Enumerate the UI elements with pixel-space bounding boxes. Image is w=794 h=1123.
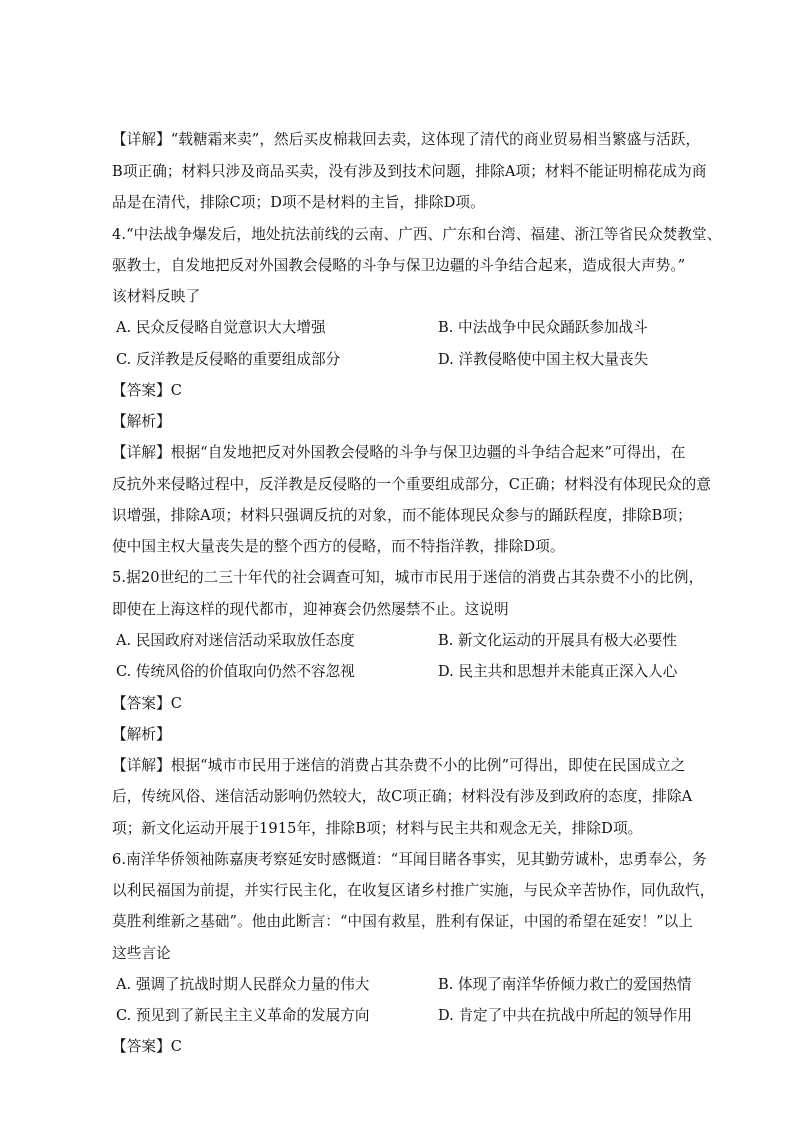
question-4-line-3: 该材料反映了 xyxy=(112,288,201,305)
q5-explanation-line-1: 【详解】根据“城市市民用于迷信的消费占其杂费不小的比例”可得出，即使在民国成立之 xyxy=(112,757,686,774)
q6-option-b: B. 体现了南洋华侨倾力救亡的爱国热情 xyxy=(438,976,692,993)
explanation-3-line-3: 品是在清代，排除C项；D项不是材料的主旨，排除D项。 xyxy=(112,194,485,211)
q4-explanation-line-1: 【详解】根据“自发地把反对外国教会侵略的斗争与保卫边疆的斗争结合起来”可得出，在 xyxy=(112,444,686,461)
q5-option-c: C. 传统风俗的价值取向仍然不容忽视 xyxy=(116,663,355,680)
question-4-line-1: 4.“中法战争爆发后，地处抗法前线的云南、广西、广东和台湾、福建、浙江等省民众焚教堂、 xyxy=(112,226,722,243)
q6-answer: 【答案】C xyxy=(112,1038,183,1055)
q4-explanation-line-2: 反抗外来侵略过程中，反洋教是反侵略的一个重要组成部分，C正确；材料没有体现民众的意 xyxy=(112,476,712,493)
q5-option-b: B. 新文化运动的开展具有极大必要性 xyxy=(438,632,677,649)
q4-answer: 【答案】C xyxy=(112,382,183,399)
question-6-line-3: 莫胜利维新之基础”。他由此断言：“中国有救星，胜利有保证，中国的希望在延安！”以上 xyxy=(112,913,694,930)
question-5-line-2: 即使在上海这样的现代都市，迎神赛会仍然屡禁不止。这说明 xyxy=(112,601,509,618)
q5-option-a: A. 民国政府对迷信活动采取放任态度 xyxy=(116,632,355,649)
question-6-line-2: 以利民福国为前提，并实行民主化，在收复区诸乡村推广实施，与民众辛苦协作，同仇敌忾， xyxy=(112,882,715,899)
explanation-3-line-2: B项正确；材料只涉及商品买卖，没有涉及到技术问题，排除A项；材料不能证明棉花成为商 xyxy=(112,163,707,180)
q5-explanation-line-2: 后，传统风俗、迷信活动影响仍然较大，故C项正确；材料没有涉及到政府的态度，排除A xyxy=(112,788,693,805)
q5-explanation-line-3: 项；新文化运动开展于1915年，排除B项；材料与民主共和观念无关，排除D项。 xyxy=(112,820,643,837)
q4-option-a: A. 民众反侵略自觉意识大大增强 xyxy=(116,319,326,336)
q4-explanation-line-4: 使中国主权大量丧失是的整个西方的侵略，而不特指洋教，排除D项。 xyxy=(112,538,565,555)
question-4-line-2: 驱教士，自发地把反对外国教会侵略的斗争与保卫边疆的斗争结合起来，造成很大声势。” xyxy=(112,257,686,274)
q4-analysis-heading: 【解析】 xyxy=(112,413,171,430)
question-5-line-1: 5.据20世纪的二三十年代的社会调查可知，城市市民用于迷信的消费占其杂费不小的比例， xyxy=(112,569,704,586)
q4-option-c: C. 反洋教是反侵略的重要组成部分 xyxy=(116,351,341,368)
q6-option-d: D. 肯定了中共在抗战中所起的领导作用 xyxy=(438,1007,692,1024)
q6-option-a: A. 强调了抗战时期人民群众力量的伟大 xyxy=(116,976,370,993)
question-6-line-1: 6.南洋华侨领袖陈嘉庚考察延安时感慨道：“耳闻目睹各事实，见其勤劳诚朴，忠勇奉公，务 xyxy=(112,851,707,868)
explanation-3-line-1: 【详解】“载糖霜来卖”，然后买皮棉栽回去卖，这体现了清代的商业贸易相当繁盛与活跃， xyxy=(112,131,701,148)
q4-option-b: B. 中法战争中民众踊跃参加战斗 xyxy=(438,319,648,336)
q6-option-c: C. 预见到了新民主主义革命的发展方向 xyxy=(116,1007,370,1024)
q5-answer: 【答案】C xyxy=(112,695,183,712)
q4-option-d: D. 洋教侵略使中国主权大量丧失 xyxy=(438,351,649,368)
q4-explanation-line-3: 识增强，排除A项；材料只强调反抗的对象，而不能体现民众参与的踊跃程度，排除B项； xyxy=(112,507,692,524)
question-6-line-4: 这些言论 xyxy=(112,945,171,962)
q5-option-d: D. 民主共和思想并未能真正深入人心 xyxy=(438,663,678,680)
q5-analysis-heading: 【解析】 xyxy=(112,726,171,743)
